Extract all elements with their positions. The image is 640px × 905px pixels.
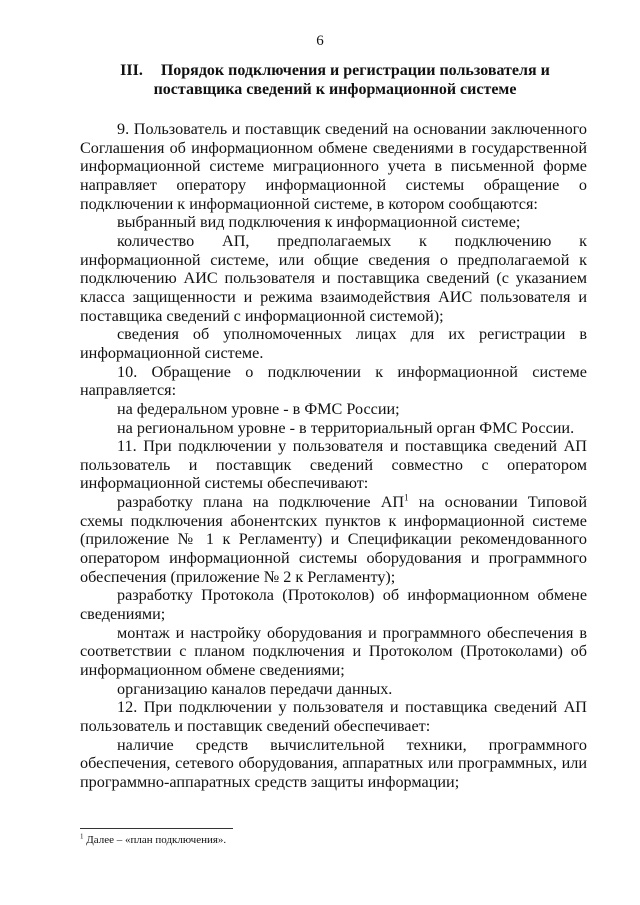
footnote-text: Далее – «план подключения». [83,834,227,846]
list-item-connection-plan [80,493,587,586]
paragraph-11: 11. При подключении у пользователя и поставщика сведений АП пользователь и поставщик сведений совместно с оператором информационной системы обеспечивают: [80,437,587,493]
list-item-regional-level: на региональном уровне - в территориальный орган ФМС России. [117,418,575,437]
list-item-protocol: разработку Протокола (Протоколов) об информационном обмене сведениями; [80,586,587,624]
list-item-connection-type: выбранный вид подключения к информационной системе; [117,213,521,232]
list-item-authorized-persons: сведения об уполномоченных лицах для их регистрации в информационной системе. [80,325,587,362]
footnote-marker: 1 [80,832,84,841]
paragraph-12: 12. При подключении у пользователя и поставщика сведений АП пользователь и поставщик сведений обеспечивает: [80,698,587,735]
footnote-separator [80,828,233,829]
section-numeral: III. [120,62,143,79]
footnote-reference[interactable]: 1 [404,492,409,503]
list-item-federal-level: на федеральном уровне - в ФМС России; [117,399,400,418]
document-body [80,120,587,792]
list-item-installation: монтаж и настройку оборудования и программного обеспечения в соответствии с планом подключения и Протоколом (Протоколами) об информационном обмене сведениями; [80,623,587,680]
connection-plan-text-start: разработку плана на подключение АП [117,493,405,512]
page-number: 6 [316,33,324,49]
section-title: Порядок подключения и регистрации пользователя и поставщика сведений к информационной системе [153,62,550,98]
paragraph-10: 10. Обращение о подключении к информационной системе направляется: [80,362,587,400]
footnote [80,833,580,847]
list-item-ap-count: количество АП, предполагаемых к подключению к информационной системе, или общие сведения о предполагаемой к подключению АИС пользователя и поставщика сведений (с указанием класса защищенности и режима взаимодействия АИС пользователя и поставщика сведений с информационной системой); [80,231,587,325]
list-item-channels: организацию каналов передачи данных. [117,679,393,698]
connection-plan-text-end: на основании Типовой схемы подключения абонентских пунктов к информационной системе (приложение № 1 к Регламенту) и Спецификации рекомендованного оператором информационной системы оборудования и программного обеспечения (приложение № 2 к Регламенту); [80,493,587,586]
list-item-equipment: наличие средств вычислительной техники, программного обеспечения, сетевого оборудования, аппаратных или программных, или программно-аппаратных средств защиты информации; [80,735,587,791]
section-heading [100,61,570,99]
paragraph-9: 9. Пользователь и поставщик сведений на основании заключенного Соглашения об информационном обмене сведениями в государственной информационной системе миграционного учета в письменной форме направляет оператору информационной системы обращение о подключении к информационной системе, в котором сообщаются: [80,120,587,213]
